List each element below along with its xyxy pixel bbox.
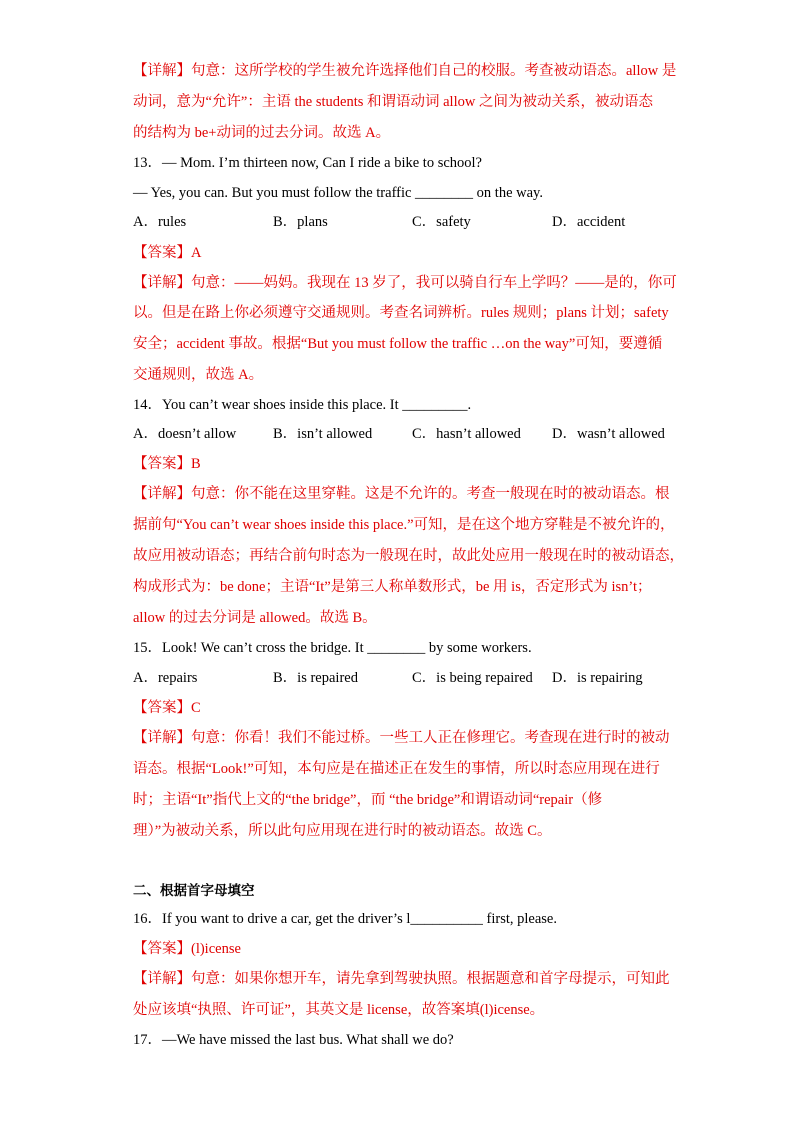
explain-line: 以。但是在路上你必须遵守交通规则。考查名词辨析。rules 规则；plans 计划；safety <box>133 305 669 321</box>
option-c: C．hasn’t allowed <box>412 426 521 442</box>
question-13-stem: 13．— Mom. I’m thirteen now, Can I ride a bike to school? <box>133 155 482 171</box>
explain-line: 【详解】句意：这所学校的学生被允许选择他们自己的校服。考查被动语态。allow 是 <box>133 63 677 79</box>
option-d: D．is repairing <box>552 670 643 686</box>
question-14-options <box>133 425 693 443</box>
option-b: B．plans <box>273 214 328 230</box>
explain-line: 据前句“You can’t wear shoes inside this place.”可知，是在这个地方穿鞋是不被允许的， <box>133 517 675 533</box>
explain-line: 【详解】句意：你看！我们不能过桥。一些工人正在修理它。考查现在进行时的被动 <box>133 730 670 746</box>
explain-line: 【详解】句意：——妈妈。我现在 13 岁了，我可以骑自行车上学吗？——是的，你可 <box>133 275 677 291</box>
option-d: D．wasn’t allowed <box>552 426 665 442</box>
explain-line: 交通规则，故选 A。 <box>133 367 264 383</box>
question-13-options <box>133 213 693 231</box>
explain-line: 时；主语“It”指代上文的“the bridge”，而 “the bridge”和谓语动词“repair（修 <box>133 792 603 808</box>
question-17-stem: 17．—We have missed the last bus. What shall we do? <box>133 1032 454 1048</box>
explain-line: 语态。根据“Look!”可知，本句应是在描述正在发生的事情，所以时态应用现在进行 <box>133 761 660 777</box>
explain-line: 故应用被动语态；再结合前句时态为一般现在时，故此处应用一般现在时的被动语态， <box>133 548 684 564</box>
explain-line: 【详解】句意：你不能在这里穿鞋。这是不允许的。考查一般现在时的被动语态。根 <box>133 486 670 502</box>
option-a: A．repairs <box>133 670 198 686</box>
option-a: A．rules <box>133 214 187 230</box>
option-b: B．isn’t allowed <box>273 426 373 442</box>
question-15-options <box>133 669 693 687</box>
answer-14: 【答案】B <box>133 456 201 472</box>
question-13-reply: — Yes, you can. But you must follow the traffic ________ on the way. <box>133 185 543 201</box>
section-heading: 二、根据首字母填空 <box>133 883 255 899</box>
answer-16: 【答案】(l)icense <box>133 941 241 957</box>
question-14-stem: 14．You can’t wear shoes inside this place. It _________. <box>133 397 472 413</box>
explain-line: 处应该填“执照、许可证”，其英文是 license，故答案填(l)icense。 <box>133 1002 545 1018</box>
explain-line: 【详解】句意：如果你想开车，请先拿到驾驶执照。根据题意和首字母提示，可知此 <box>133 971 670 987</box>
answer-15: 【答案】C <box>133 700 201 716</box>
option-c: C．is being repaired <box>412 670 533 686</box>
option-c: C．safety <box>412 214 471 230</box>
explain-line: 理）”为被动关系，所以此句应用现在进行时的被动语态。故选 C。 <box>133 823 552 839</box>
explain-line: 的结构为 be+动词的过去分词。故选 A。 <box>133 125 391 141</box>
option-d: D．accident <box>552 214 626 230</box>
question-15-stem: 15．Look! We can’t cross the bridge. It ________ by some workers. <box>133 640 532 656</box>
answer-13: 【答案】A <box>133 245 202 261</box>
question-16-stem: 16．If you want to drive a car, get the driver’s l__________ first, please. <box>133 911 557 927</box>
explain-line: 安全；accident 事故。根据“But you must follow the traffic …on the way”可知，要遵循 <box>133 336 663 352</box>
option-b: B．is repaired <box>273 670 358 686</box>
explain-line: 动词，意为“允许”：主语 the students 和谓语动词 allow 之间为被动关系，被动语态 <box>133 94 653 110</box>
explain-line: 构成形式为：be done；主语“It”是第三人称单数形式，be 用 is，否定形式为 isn’t； <box>133 579 652 595</box>
explain-line: allow 的过去分词是 allowed。故选 B。 <box>133 610 377 626</box>
option-a: A．doesn’t allow <box>133 426 237 442</box>
